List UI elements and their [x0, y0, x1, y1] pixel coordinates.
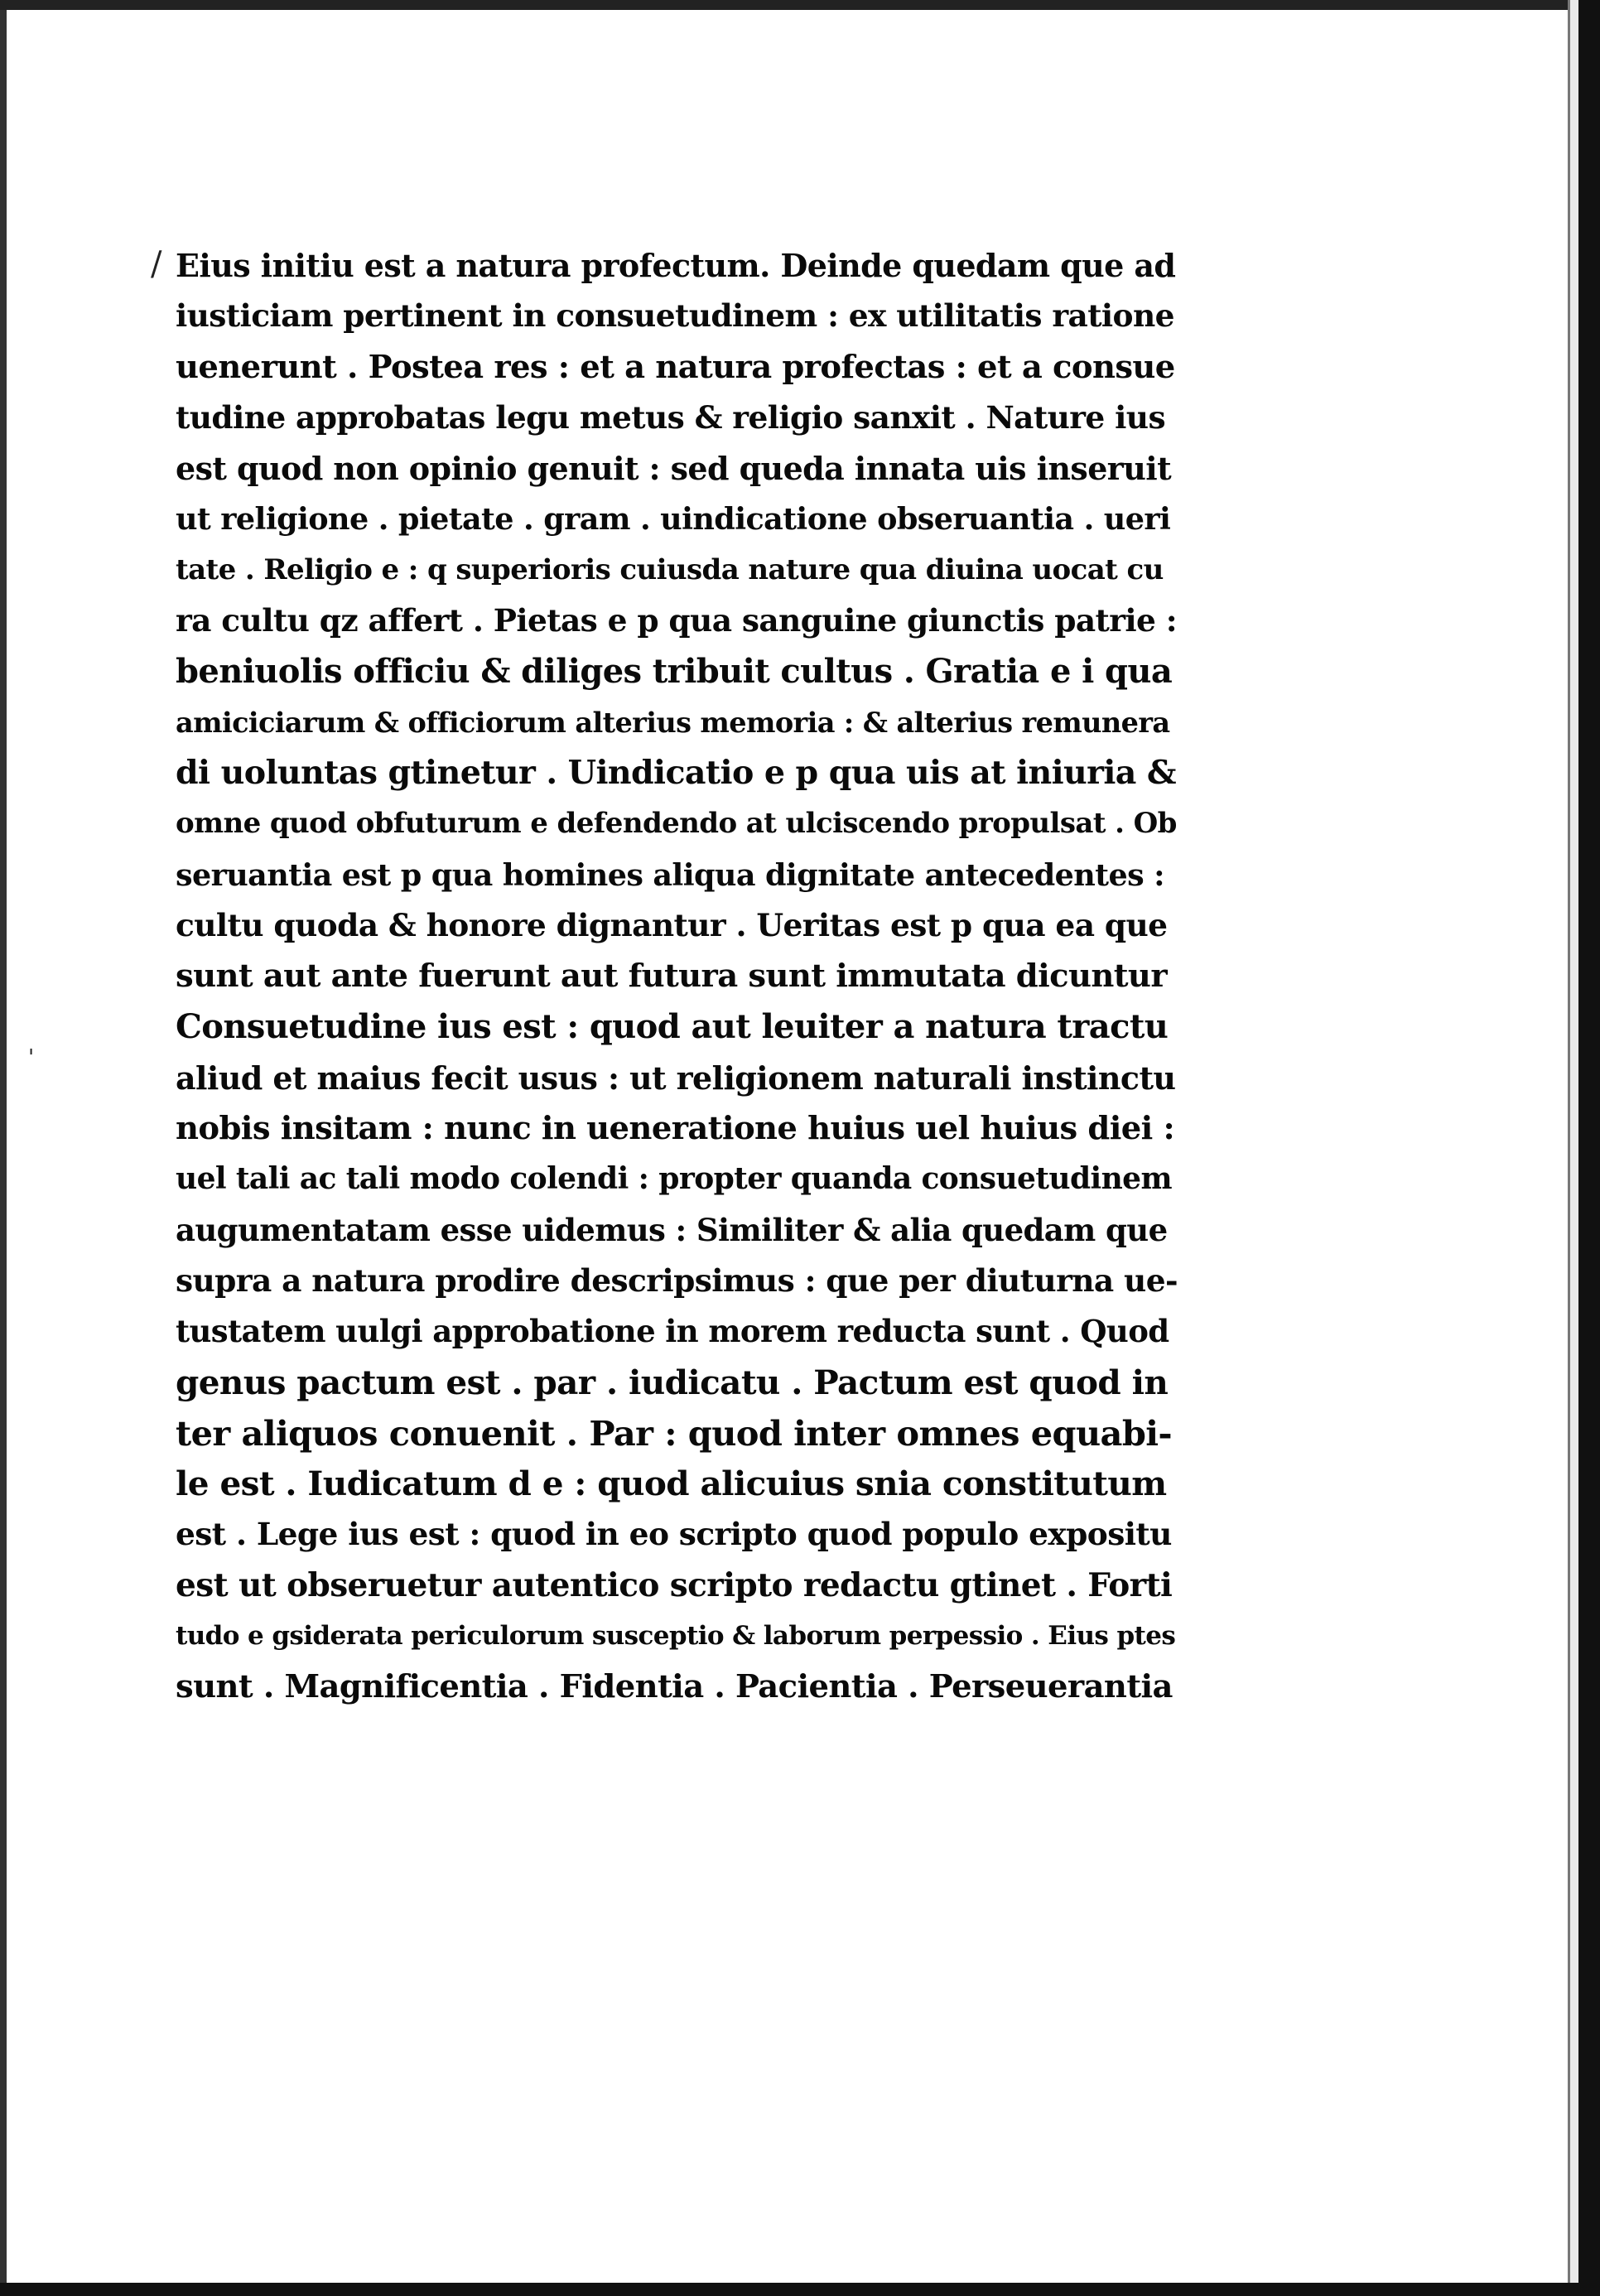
- text-line: Consuetudine ius est : quod aut leuiter a natura tractu: [176, 1007, 1169, 1047]
- text-line: est quod non opinio genuit : sed queda innata uis inseruit: [176, 450, 1172, 488]
- text-line: iusticiam pertinent in consuetudinem : ex utilitatis ratione: [176, 297, 1174, 335]
- text-line: tustatem uulgi approbatione in morem reducta sunt . Quod: [176, 1313, 1169, 1350]
- text-line: seruantia est p qua homines aliqua dignitate antecedentes :: [176, 856, 1164, 893]
- scan-border-right: [1578, 0, 1600, 2296]
- text-line: uel tali ac tali modo colendi : propter quanda consuetudinem: [176, 1161, 1172, 1197]
- text-line: supra a natura prodire descripsimus : que per diuturna ue-: [176, 1261, 1178, 1299]
- text-line: tudine approbatas legu metus & religio sanxit . Nature ius: [176, 398, 1165, 436]
- text-line: aliud et maius fecit usus : ut religionem naturali instinctu: [176, 1059, 1176, 1097]
- text-line: omne quod obfuturum e defendendo at ulciscendo propulsat . Ob: [176, 807, 1177, 841]
- text-line: uenerunt . Postea res : et a natura profectas : et a consue: [176, 348, 1175, 386]
- text-line: ut religione . pietate . gram . uindicatione obseruantia . ueri: [176, 501, 1171, 538]
- scan-border-bottom: [0, 2283, 1600, 2296]
- text-line: amiciciarum & officiorum alterius memoria : & alterius remunera: [176, 706, 1170, 739]
- text-line: beniuolis officiu & diliges tribuit cultus . Gratia e i qua: [176, 652, 1173, 692]
- text-line: di uoluntas gtinetur . Uindicatio e p qua uis at iniuria &: [176, 753, 1176, 792]
- text-line: ter aliquos conuenit . Par : quod inter omnes equabi-: [176, 1412, 1173, 1454]
- text-line: genus pactum est . par . iudicatu . Pactum est quod in: [176, 1362, 1169, 1402]
- margin-mark: ': [28, 1045, 35, 1070]
- scan-border-left: [0, 0, 7, 2296]
- text-block: [176, 240, 1178, 1713]
- text-line: Eius initiu est a natura profectum. Deinde quedam que ad: [176, 247, 1176, 284]
- text-line: tudo e gsiderata periculorum susceptio & laborum perpessio . Eius ptes: [176, 1621, 1176, 1652]
- text-line: ra cultu qz affert . Pietas e p qua sanguine giunctis patrie :: [176, 602, 1177, 639]
- scan-border-top: [0, 0, 1600, 10]
- margin-mark: /: [151, 245, 162, 283]
- text-line: sunt . Magnificentia . Fidentia . Pacientia . Perseuerantia: [176, 1668, 1173, 1706]
- text-line: tate . Religio e : q superioris cuiusda nature qua diuina uocat cu: [176, 552, 1164, 586]
- text-line: nobis insitam : nunc in ueneratione huius uel huius diei :: [176, 1110, 1175, 1148]
- text-line: est ut obseruetur autentico scripto redactu gtinet . Forti: [176, 1565, 1173, 1604]
- text-line: est . Lege ius est : quod in eo scripto quod populo expositu: [176, 1516, 1172, 1553]
- text-line: le est . Iudicatum d e : quod alicuius snia constitutum: [176, 1464, 1167, 1504]
- text-line: cultu quoda & honore dignantur . Ueritas est p qua ea que: [176, 906, 1168, 943]
- page-edge-shadow: [1568, 0, 1578, 2296]
- text-line: augumentatam esse uidemus : Similiter & alia quedam que: [176, 1211, 1168, 1248]
- text-line: sunt aut ante fuerunt aut futura sunt immutata dicuntur: [176, 957, 1168, 996]
